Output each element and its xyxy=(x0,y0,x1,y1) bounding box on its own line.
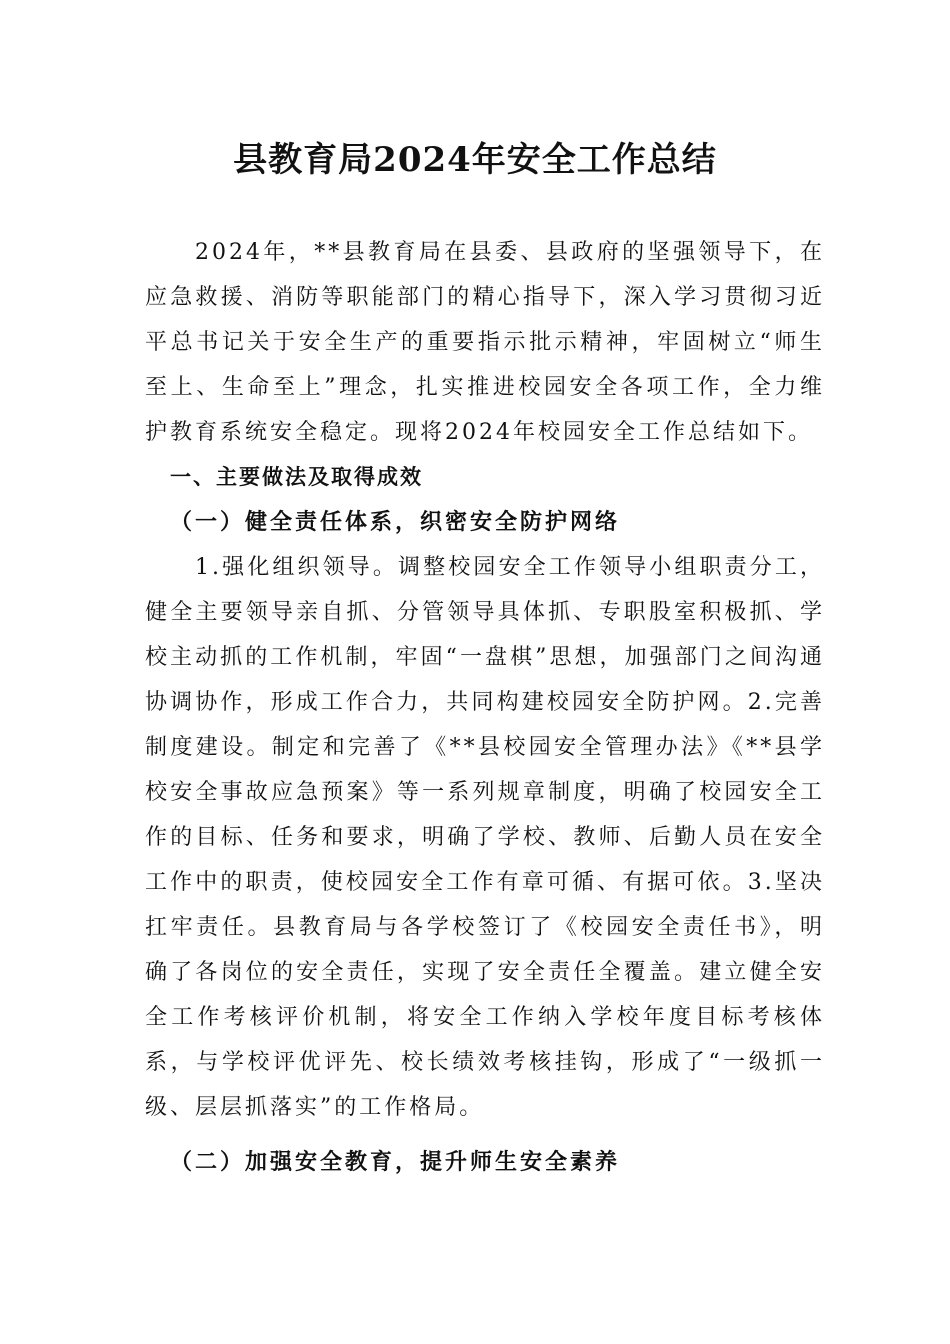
subsection-heading-1: （一）健全责任体系，织密安全防护网络 xyxy=(170,509,621,535)
subsection-1-paragraph: 1.强化组织领导。调整校园安全工作领导小组职责分工，健全主要领导亲自抓、分管领导具体抓、专职股室积极抓、学校主动抓的工作机制，牢固“一盘棋”思想，加强部门之间沟通协调协作，形成工作合力，共同构建校园安全防护网。2.完善制度建设。制定和完善了《**县校园安全管理办法》《**县学校安全事故应急预案》等一系列规章制度，明确了校园安全工作的目标、任务和要求，明确了学校、教师、后勤人员在安全工作中的职责，使校园安全工作有章可循、有据可依。3.坚决扛牢责任。县教育局与各学校签订了《校园安全责任书》，明确了各岗位的安全责任，实现了安全责任全覆盖。建立健全安全工作考核评价机制，将安全工作纳入学校年度目标考核体系，与学校评优评先、校长绩效考核挂钩，形成了“一级抓一级、层层抓落实”的工作格局。 xyxy=(145,555,825,1120)
document-body xyxy=(145,230,825,1185)
intro-paragraph: 2024年，**县教育局在县委、县政府的坚强领导下，在应急救援、消防等职能部门的精心指导下，深入学习贯彻习近平总书记关于安全生产的重要指示批示精神，牢固树立“师生至上、生命至上”理念，扎实推进校园安全各项工作，全力维护教育系统安全稳定。现将2024年校园安全工作总结如下。 xyxy=(145,240,825,445)
document-title: 县教育局2024年安全工作总结 xyxy=(233,140,717,180)
subsection-heading-2: （二）加强安全教育，提升师生安全素养 xyxy=(170,1149,621,1175)
section-heading-1: 一、主要做法及取得成效 xyxy=(170,465,423,489)
